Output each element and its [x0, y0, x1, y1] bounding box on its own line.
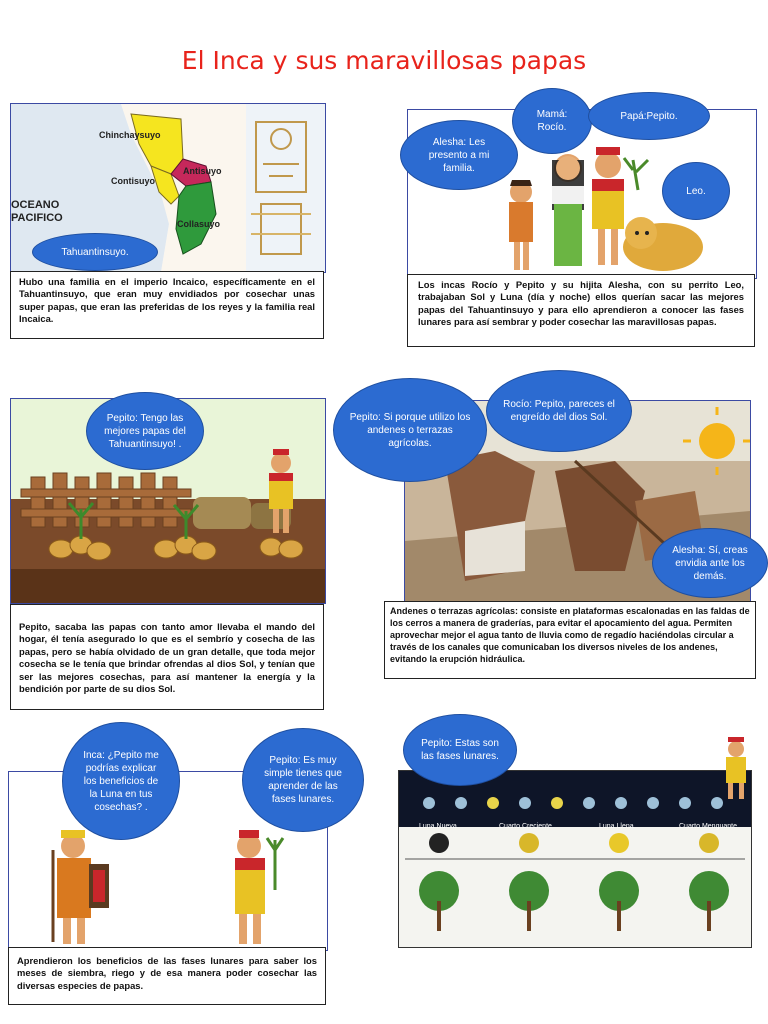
phase-label-last-quarter: Cuarto Menguante	[679, 823, 737, 830]
speech-bubble-alesha-intro: Alesha: Les presento a mi familia.	[400, 120, 518, 190]
phase-label-full: Luna Llena	[599, 823, 634, 830]
phase-label-new: Luna Nueva	[419, 823, 457, 830]
contisuyo-label: Contisuyo	[111, 176, 155, 186]
speech-bubble-inca-question: Inca: ¿Pepito me podrías explicar los beneficios de la Luna en tus cosechas? .	[62, 722, 180, 840]
pepito-figure	[718, 737, 754, 801]
speech-bubble-tahuantinsuyo: Tahuantinsuyo.	[32, 233, 158, 271]
chinchaysuyo-label: Chinchaysuyo	[99, 130, 161, 140]
speech-bubble-mama: Mamá: Rocío.	[512, 88, 592, 154]
caption-pepito-harvest: Pepito, sacaba las papas con tanto amor llevaba el mando del hogar, él tenía asegurado lo que es el sembrío y cosecha de las papas, pero se había olvidado de un gran detalle, que toda mejor cosecha se le tenía que brindar ofrendas al dios Sol, y tenían que ser las mejores cosechas, para así mantener la energía y la bendición por parte de su dios Sol.	[10, 604, 324, 710]
pacifico-label: PACIFICO	[11, 212, 63, 224]
caption-lunar-benefits: Aprendieron los beneficios de las fases lunares para saber los meses de siembra, riego y de esa manera poder cosechar las diversas especies de papas.	[8, 947, 326, 1005]
caption-family-empire: Hubo una familia en el imperio Incaico, específicamente en el Tahuantinsuyo, que eran muy envidiados por cosechar unas super papas, que eran las preferidas de los reyes y la familia real Incaica.	[10, 271, 324, 339]
moon-phases-chart	[399, 771, 751, 947]
antisuyo-label: Antisuyo	[183, 166, 222, 176]
caption-andenes-definition: Andenes o terrazas agrícolas: consiste en plataformas escalonadas en las faldas de los cerros a manera de graderías, para evitar el apocamiento del agua. Permiten aprovechar mejor el agua tanto de lluvia como de regadío haciéndolas circular a través de los canales que comunicaban los diversos niveles de los andenes, evitando la erupción hidráulica.	[384, 601, 756, 679]
speech-bubble-papa: Papá:Pepito.	[588, 92, 710, 140]
page-title: El Inca y sus maravillosas papas	[181, 46, 587, 75]
phase-label-first-quarter: Cuarto Creciente	[499, 823, 552, 830]
speech-bubble-alesha-envy: Alesha: Sí, creas envidia ante los demás.	[652, 528, 768, 598]
speech-bubble-pepito-terraces: Pepito: Si porque utilizo los andenes o terrazas agrícolas.	[333, 378, 487, 482]
speech-bubble-rocio: Rocío: Pepito, pareces el engreído del dios Sol.	[486, 370, 632, 452]
speech-bubble-leo: Leo.	[662, 162, 730, 220]
collasuyo-label: Collasuyo	[177, 219, 221, 229]
speech-bubble-best-potatoes: Pepito: Tengo las mejores papas del Tahuantinsuyo! .	[86, 392, 204, 470]
caption-family-work: Los incas Rocío y Pepito y su hijita Alesha, con su perrito Leo, trabajaban Sol y Luna (día y noche) ellos querían sacar las mejores papas del Tahuantinsuyo y para ello aprendieron a conocer las fases lunares para así sembrar y poder cosechar las maravillosas papas.	[407, 274, 755, 347]
speech-bubble-moon-phases: Pepito: Estas son las fases lunares.	[403, 714, 517, 786]
oceano-label: OCEANO	[11, 199, 60, 211]
speech-bubble-pepito-phases: Pepito: Es muy simple tienes que aprender de las fases lunares.	[242, 728, 364, 832]
moon-phases-panel	[398, 770, 752, 948]
